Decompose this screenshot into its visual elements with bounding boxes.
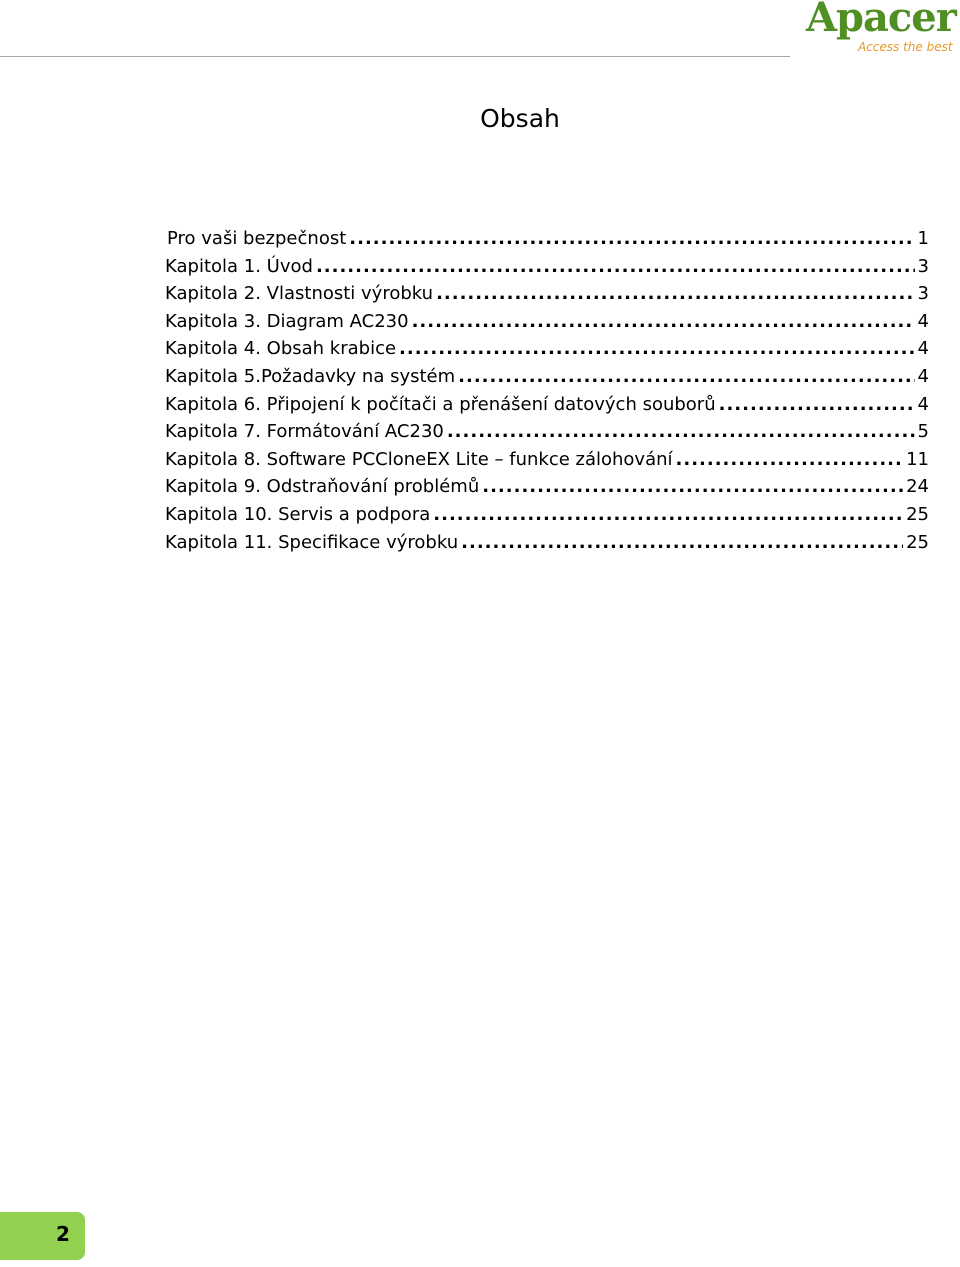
page-number-badge bbox=[0, 1212, 85, 1260]
toc-entry-label: Pro vaši bezpečnost bbox=[167, 228, 347, 249]
toc-dot-leader bbox=[719, 394, 915, 415]
toc-dot-leader bbox=[436, 283, 914, 304]
toc-entry-label: Kapitola 3. Diagram AC230 bbox=[165, 310, 409, 332]
toc-entry-chapter-11[interactable] bbox=[165, 532, 929, 560]
toc-entry-page: 24 bbox=[906, 476, 929, 498]
toc-dot-leader bbox=[412, 311, 915, 332]
toc-entry-label: Kapitola 6. Připojení k počítači a přenášení datových souborů bbox=[165, 393, 716, 415]
toc-entry-label: Kapitola 2. Vlastnosti výrobku bbox=[165, 283, 434, 305]
toc-entry-label: Kapitola 10. Servis a podpora bbox=[165, 503, 431, 525]
header-rule bbox=[0, 56, 790, 57]
toc-entry-page: 3 bbox=[917, 283, 929, 305]
toc-entry-chapter-2[interactable] bbox=[165, 283, 929, 311]
toc-dot-leader bbox=[676, 449, 904, 470]
toc-entry-chapter-10[interactable] bbox=[165, 504, 929, 532]
toc-entry-safety[interactable] bbox=[165, 228, 929, 256]
toc-entry-label: Kapitola 11. Specifikace výrobku bbox=[165, 531, 459, 553]
logo-tagline: Access the best bbox=[858, 40, 953, 54]
toc-entry-label: Kapitola 5.Požadavky na systém bbox=[165, 365, 456, 387]
toc-entry-page: 25 bbox=[906, 503, 929, 525]
toc-dot-leader bbox=[433, 504, 903, 525]
toc-entry-chapter-5[interactable] bbox=[165, 366, 929, 394]
toc-dot-leader bbox=[316, 256, 915, 277]
toc-entry-page: 4 bbox=[917, 393, 929, 415]
toc-dot-leader bbox=[349, 228, 914, 249]
toc-dot-leader bbox=[461, 532, 903, 553]
toc-entry-page: 5 bbox=[917, 421, 929, 443]
toc-entry-chapter-7[interactable] bbox=[165, 421, 929, 449]
apacer-logo bbox=[800, 0, 960, 60]
toc-entry-chapter-9[interactable] bbox=[165, 476, 929, 504]
toc-entry-label: Kapitola 9. Odstraňování problémů bbox=[165, 476, 480, 498]
toc-entry-page: 1 bbox=[917, 228, 929, 249]
toc-entry-label: Kapitola 8. Software PCCloneEX Lite – funkce zálohování bbox=[165, 448, 673, 470]
toc-dot-leader bbox=[458, 366, 914, 387]
toc-entry-page: 25 bbox=[906, 531, 929, 553]
toc-entry-label: Kapitola 7. Formátování AC230 bbox=[165, 421, 444, 443]
toc-entry-page: 4 bbox=[917, 310, 929, 332]
toc-entry-chapter-1[interactable] bbox=[165, 256, 929, 284]
toc-entry-chapter-3[interactable] bbox=[165, 311, 929, 339]
toc-entry-page: 3 bbox=[917, 255, 929, 277]
toc-entry-page: 11 bbox=[906, 448, 929, 470]
toc-entry-chapter-6[interactable] bbox=[165, 394, 929, 422]
toc-dot-leader bbox=[399, 338, 915, 359]
page-title: Obsah bbox=[480, 104, 560, 133]
toc-entry-chapter-4[interactable] bbox=[165, 338, 929, 366]
toc-entry-label: Kapitola 4. Obsah krabice bbox=[165, 338, 397, 360]
toc-entry-chapter-8[interactable] bbox=[165, 449, 929, 477]
toc-dot-leader bbox=[447, 421, 915, 442]
table-of-contents bbox=[165, 228, 929, 559]
toc-entry-page: 4 bbox=[917, 338, 929, 360]
page-number: 2 bbox=[56, 1222, 70, 1246]
toc-entry-label: Kapitola 1. Úvod bbox=[165, 255, 313, 277]
toc-entry-page: 4 bbox=[917, 365, 929, 387]
logo-wordmark: Apacer bbox=[806, 0, 956, 41]
toc-dot-leader bbox=[482, 476, 903, 497]
